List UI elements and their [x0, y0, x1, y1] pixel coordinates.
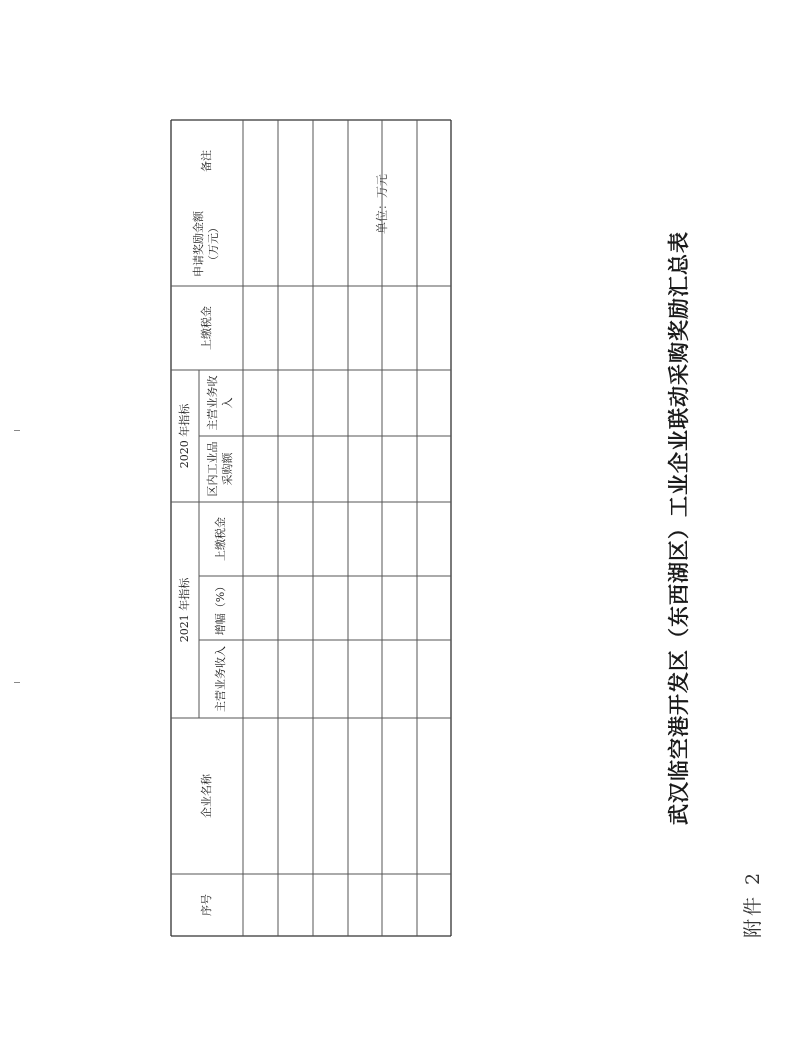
scan-mark [14, 682, 20, 683]
header-company-name: 企业名称 [199, 774, 213, 818]
header-2021-growth: 增幅（%） [213, 580, 227, 636]
header-2020-revenue: 主营业务收入 [206, 375, 234, 431]
summary-table [165, 118, 785, 938]
scan-mark [14, 430, 20, 431]
header-group-2020: 2020 年指标 [177, 403, 191, 469]
unit-note: 单位：万元 [375, 173, 389, 234]
document-title: 武汉临空港开发区（东西湖区）工业企业联动采购奖励汇总表 [667, 231, 691, 825]
header-2021-purchase: 区内工业品采购额 [206, 441, 234, 497]
header-group-2021: 2021 年指标 [177, 577, 191, 643]
header-2021-tax: 上缴税金 [213, 517, 227, 561]
rotated-sheet [165, 118, 785, 938]
header-2021-revenue: 主营业务收入 [213, 646, 227, 712]
attachment-label: 附件 2 [742, 869, 764, 938]
table-grid-lines [165, 118, 785, 938]
header-serial: 序号 [199, 894, 213, 916]
header-2020-tax: 上缴税金 [199, 306, 213, 350]
header-remark: 备注 [199, 150, 213, 172]
header-reward-amount: 申请奖励金额（万元） [192, 211, 220, 277]
